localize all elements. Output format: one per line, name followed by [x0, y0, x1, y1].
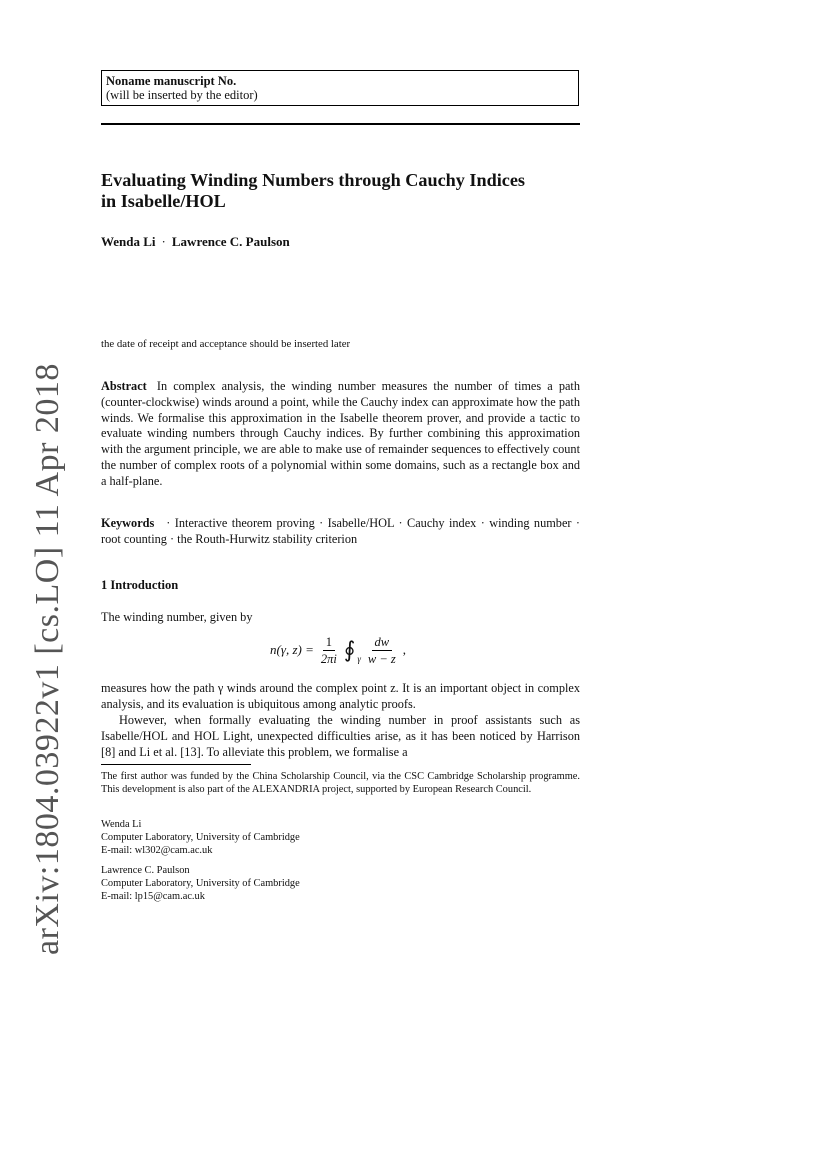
arxiv-stamp: arXiv:1804.03922v1 [cs.LO] 11 Apr 2018 [29, 363, 66, 955]
affiliation-org: Computer Laboratory, University of Cambridge [101, 832, 300, 844]
contour-integral-symbol: ∮ [343, 637, 356, 662]
affiliation-org: Computer Laboratory, University of Cambridge [101, 878, 300, 890]
fraction-numerator: 1 [323, 635, 335, 651]
affiliation-email: E-mail: wl302@cam.ac.uk [101, 845, 213, 857]
affiliation-email: E-mail: lp15@cam.ac.uk [101, 891, 205, 903]
keywords [101, 515, 580, 547]
footnote-rule [101, 764, 251, 765]
affiliation-name: Wenda Li [101, 819, 142, 830]
formula-lhs: n(γ, z) = [270, 642, 314, 657]
received-note: the date of receipt and acceptance should be inserted later [101, 338, 351, 350]
abstract [101, 379, 580, 490]
title-line2: in Isabelle/HOL [101, 191, 226, 211]
affiliation-block [101, 818, 501, 858]
section-heading: 1 Introduction [101, 578, 179, 592]
manuscript-line1: Noname manuscript No. [106, 74, 237, 88]
formula-fraction-2 [365, 635, 399, 666]
funding-footnote: The first author was funded by the China Scholarship Council, via the CSC Cambridge Scholarship programme. This development is also part of the ALEXANDRIA project, supported by European Research Council. [101, 771, 580, 795]
author-name: Lawrence C. Paulson [171, 234, 290, 249]
intro-paragraph-2-text: measures how the path γ winds around the complex point z. It is an important object in complex analysis, and its evaluation is ubiquitous among analytic proofs. [101, 681, 580, 711]
title-line1: Evaluating Winding Numbers through Cauchy Indices [101, 170, 525, 190]
formula-fraction-1 [318, 635, 340, 666]
intro-paragraph-1: The winding number, given by [101, 610, 253, 624]
affiliation-name: Lawrence C. Paulson [101, 865, 190, 876]
integral-subscript: γ [357, 654, 361, 664]
author-list [101, 234, 591, 250]
intro-paragraph-2 [101, 680, 580, 760]
intro-paragraph-3 [101, 712, 580, 760]
manuscript-line2: (will be inserted by the editor) [106, 88, 258, 102]
formula-tail: , [402, 642, 407, 657]
intro-paragraph-3-text: However, when formally evaluating the winding number in proof assistants such as Isabelle/HOL and HOL Light, unexpected difficulties arise, as it has been noticed by Harrison [8] and Li et al. [13]. To alleviate this problem, we formalise a [101, 713, 580, 759]
header-rule [101, 123, 580, 125]
fraction-denominator: w − z [367, 651, 396, 666]
affiliation-block [101, 864, 501, 904]
winding-number-formula [270, 630, 406, 670]
abstract-text: In complex analysis, the winding number measures the number of times a path (counter-clockwise) winds around a point, while the Cauchy index can approximate how the path winds. We formalise this approximation in the Isabelle theorem prover, and provide a tactic to evaluate winding numbers through Cauchy indices. By further combining this approximation with the argument principle, we are able to make use of remainder sequences to effectively count the number of complex roots of a polynomial within some domains, such as a rectangle box and a half-plane. [101, 379, 580, 488]
paper-title [101, 170, 591, 212]
keywords-label: Keywords [101, 516, 155, 530]
abstract-label: Abstract [101, 379, 147, 393]
fraction-denominator: 2πi [320, 651, 337, 666]
manuscript-box [101, 70, 579, 106]
author-separator: · [161, 234, 166, 249]
fraction-numerator: dw [372, 635, 393, 651]
author-name: Wenda Li [101, 234, 156, 249]
keywords-text: · Interactive theorem proving · Isabelle/HOL · Cauchy index · winding number · root counting · the Routh-Hurwitz stability criterion [101, 516, 580, 546]
